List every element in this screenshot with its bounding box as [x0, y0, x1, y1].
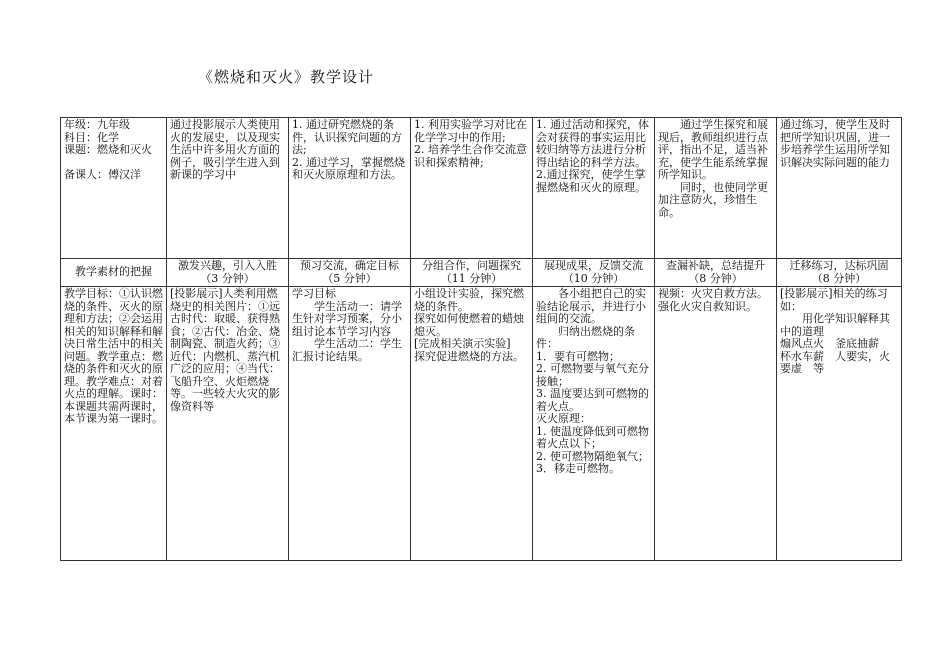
preview-goal-1: 1. 通过研究燃烧的条件，认识探究问题的方法;	[292, 118, 402, 156]
table-row-objectives	[61, 118, 902, 259]
teacher-text: 备课人：傅汉洋	[64, 167, 141, 181]
intro-goal-text: 通过投影展示人类使用火的发展史，以及现实生活中许多用火方面的例子，吸引学生进入到新课的学习中	[170, 118, 280, 181]
stage-cell	[655, 259, 777, 287]
stage-cell	[289, 259, 411, 287]
group-activity-2: 探究如何使燃着的蜡烛熄灭。	[414, 312, 524, 338]
cell-practice-activity	[777, 287, 902, 561]
stage-cell	[167, 259, 289, 287]
combustion-condition: 3. 温度要达到可燃物的着火点。	[536, 387, 649, 413]
subject-text: 科目：化学	[64, 130, 119, 144]
group-goal-1: 1. 利用实验学习对比在化学学习中的作用;	[414, 118, 527, 144]
preview-activity-1: 学生活动一：请学生针对学习预案，分小组讨论本节学习内容	[292, 299, 402, 338]
page-title: 《燃烧和灭火》教学设计	[198, 68, 375, 86]
cell-preview-activity	[289, 287, 411, 561]
cell-intro-goal	[167, 118, 289, 259]
stage-time: （8 分钟）	[811, 271, 867, 285]
stage-name: 预习交流，确定目标	[300, 259, 399, 272]
practice-idioms: 煽风点火 釜底抽薪 杯水车薪 人要实，火要虚 等	[780, 337, 890, 375]
stage-time: （11 分钟）	[440, 271, 503, 285]
fire-principle-label: 灭火原理：	[536, 412, 591, 425]
stage-name: 分组合作，问题探究	[422, 259, 521, 272]
preview-goal-2: 2. 通过学习，掌握燃烧和灭火原原理和方法。	[292, 155, 405, 181]
cell-objectives-detail	[61, 287, 167, 561]
stage-time: （3 分钟）	[200, 271, 255, 285]
fire-principle: 3．移走可燃物。	[536, 462, 620, 475]
cell-summary-activity	[655, 287, 777, 561]
practice-goal-text: 通过练习，使学生及时把所学知识巩固，进一步培养学生运用所学知识解决实际问题的能力	[780, 118, 890, 169]
group-activity-4: 探究促进燃烧的方法。	[414, 349, 524, 363]
cell-group-goal	[411, 118, 533, 259]
fire-principle: 1. 使温度降低到可燃物着火点以下；	[536, 424, 649, 450]
combustion-condition: 2. 可燃物要与氧气充分接触；	[536, 362, 649, 388]
cell-present-goal	[533, 118, 655, 259]
stage-time: （10 分钟）	[562, 271, 625, 285]
material-label: 教学素材的把握	[75, 265, 152, 279]
table-row-activities	[61, 287, 902, 561]
cell-practice-goal	[777, 118, 902, 259]
group-goal-2: 2. 培养学生合作交流意识和探索精神;	[414, 143, 527, 169]
summary-activity-2: 强化火灾自救知识。	[658, 299, 757, 313]
table-row-stages	[61, 259, 902, 287]
objectives-detail-text: 教学目标：①认识燃烧的条件、灭火的原理和方法；②会运用相关的知识解释和解决日常生活中的相关问题。教学重点：燃烧的条件和灭火的原理。教学难点：对着火点的理解。课时：本课题共需两课时，本节课为第一课时。	[64, 287, 163, 425]
topic-text: 课题：燃烧和灭火	[64, 143, 152, 156]
summary-goal-1: 通过学生探究和展现后，教师组织进行点评，指出不足，适当补充，使学生能系统掌握所学知识。	[658, 118, 768, 181]
cell-present-activity	[533, 287, 655, 561]
present-goal-1: 1. 通过活动和探究，体会对获得的事实运用比较归纳等方法进行分析得出结论的科学方法。	[536, 118, 649, 169]
combustion-condition: 1．要有可燃物；	[536, 349, 620, 363]
practice-intro: [投影展示]相关的练习如：	[780, 287, 888, 313]
stage-name: 查漏补缺，总结提升	[666, 259, 765, 272]
cell-intro-activity	[167, 287, 289, 561]
summary-goal-2: 同时，也使同学更加注意防火，珍惜生命。	[658, 180, 768, 219]
stage-name: 迁移练习，达标巩固	[789, 259, 889, 272]
stage-cell	[411, 259, 533, 287]
stage-time: （5 分钟）	[322, 271, 377, 285]
practice-task: 用化学知识解释其中的道理	[780, 312, 890, 338]
present-goal-2: 2.通过探究，使学生掌握燃烧和灭火的原理。	[536, 168, 646, 194]
cell-summary-goal	[655, 118, 777, 259]
present-intro: 各小组把自己的实验结论展示，并进行小组间的交流。	[536, 287, 646, 325]
info-cell	[61, 118, 167, 259]
preview-activity-2: 学生活动二：学生汇报讨论结果。	[292, 337, 402, 363]
lesson-plan-table	[60, 117, 902, 561]
group-activity-3: [完成相关演示实验]	[414, 337, 511, 350]
summary-activity-1: 视频：火灾自救方法。	[658, 287, 768, 300]
grade-text: 年级：九年级	[64, 118, 130, 131]
stage-time: （8 分钟）	[688, 271, 743, 285]
material-label-cell	[61, 259, 167, 287]
combustion-conditions-label: 归纳出燃烧的条件：	[536, 324, 635, 350]
group-activity-1: 小组设计实验，探究燃烧的条件。	[414, 287, 524, 313]
stage-name: 展现成果，反馈交流	[544, 259, 643, 272]
stage-name: 激发兴趣，引入入胜	[178, 259, 277, 272]
spacer	[64, 157, 163, 169]
preview-activity-heading: 学习目标	[292, 287, 336, 300]
intro-activity-text: [投影展示]人类利用燃烧史的相关图片：①远古时代：取暖、获得熟食；②古代：冶金、烧制陶瓷、制造火药；③近代：内燃机、蒸汽机广泛的应用；④当代：飞船升空、火炬燃烧等。一些较大火灾的影像资料等	[170, 287, 280, 413]
cell-group-activity	[411, 287, 533, 561]
fire-principle: 2. 使可燃物隔绝氧气；	[536, 449, 649, 463]
stage-cell	[533, 259, 655, 287]
stage-cell	[777, 259, 902, 287]
cell-preview-goal	[289, 118, 411, 259]
